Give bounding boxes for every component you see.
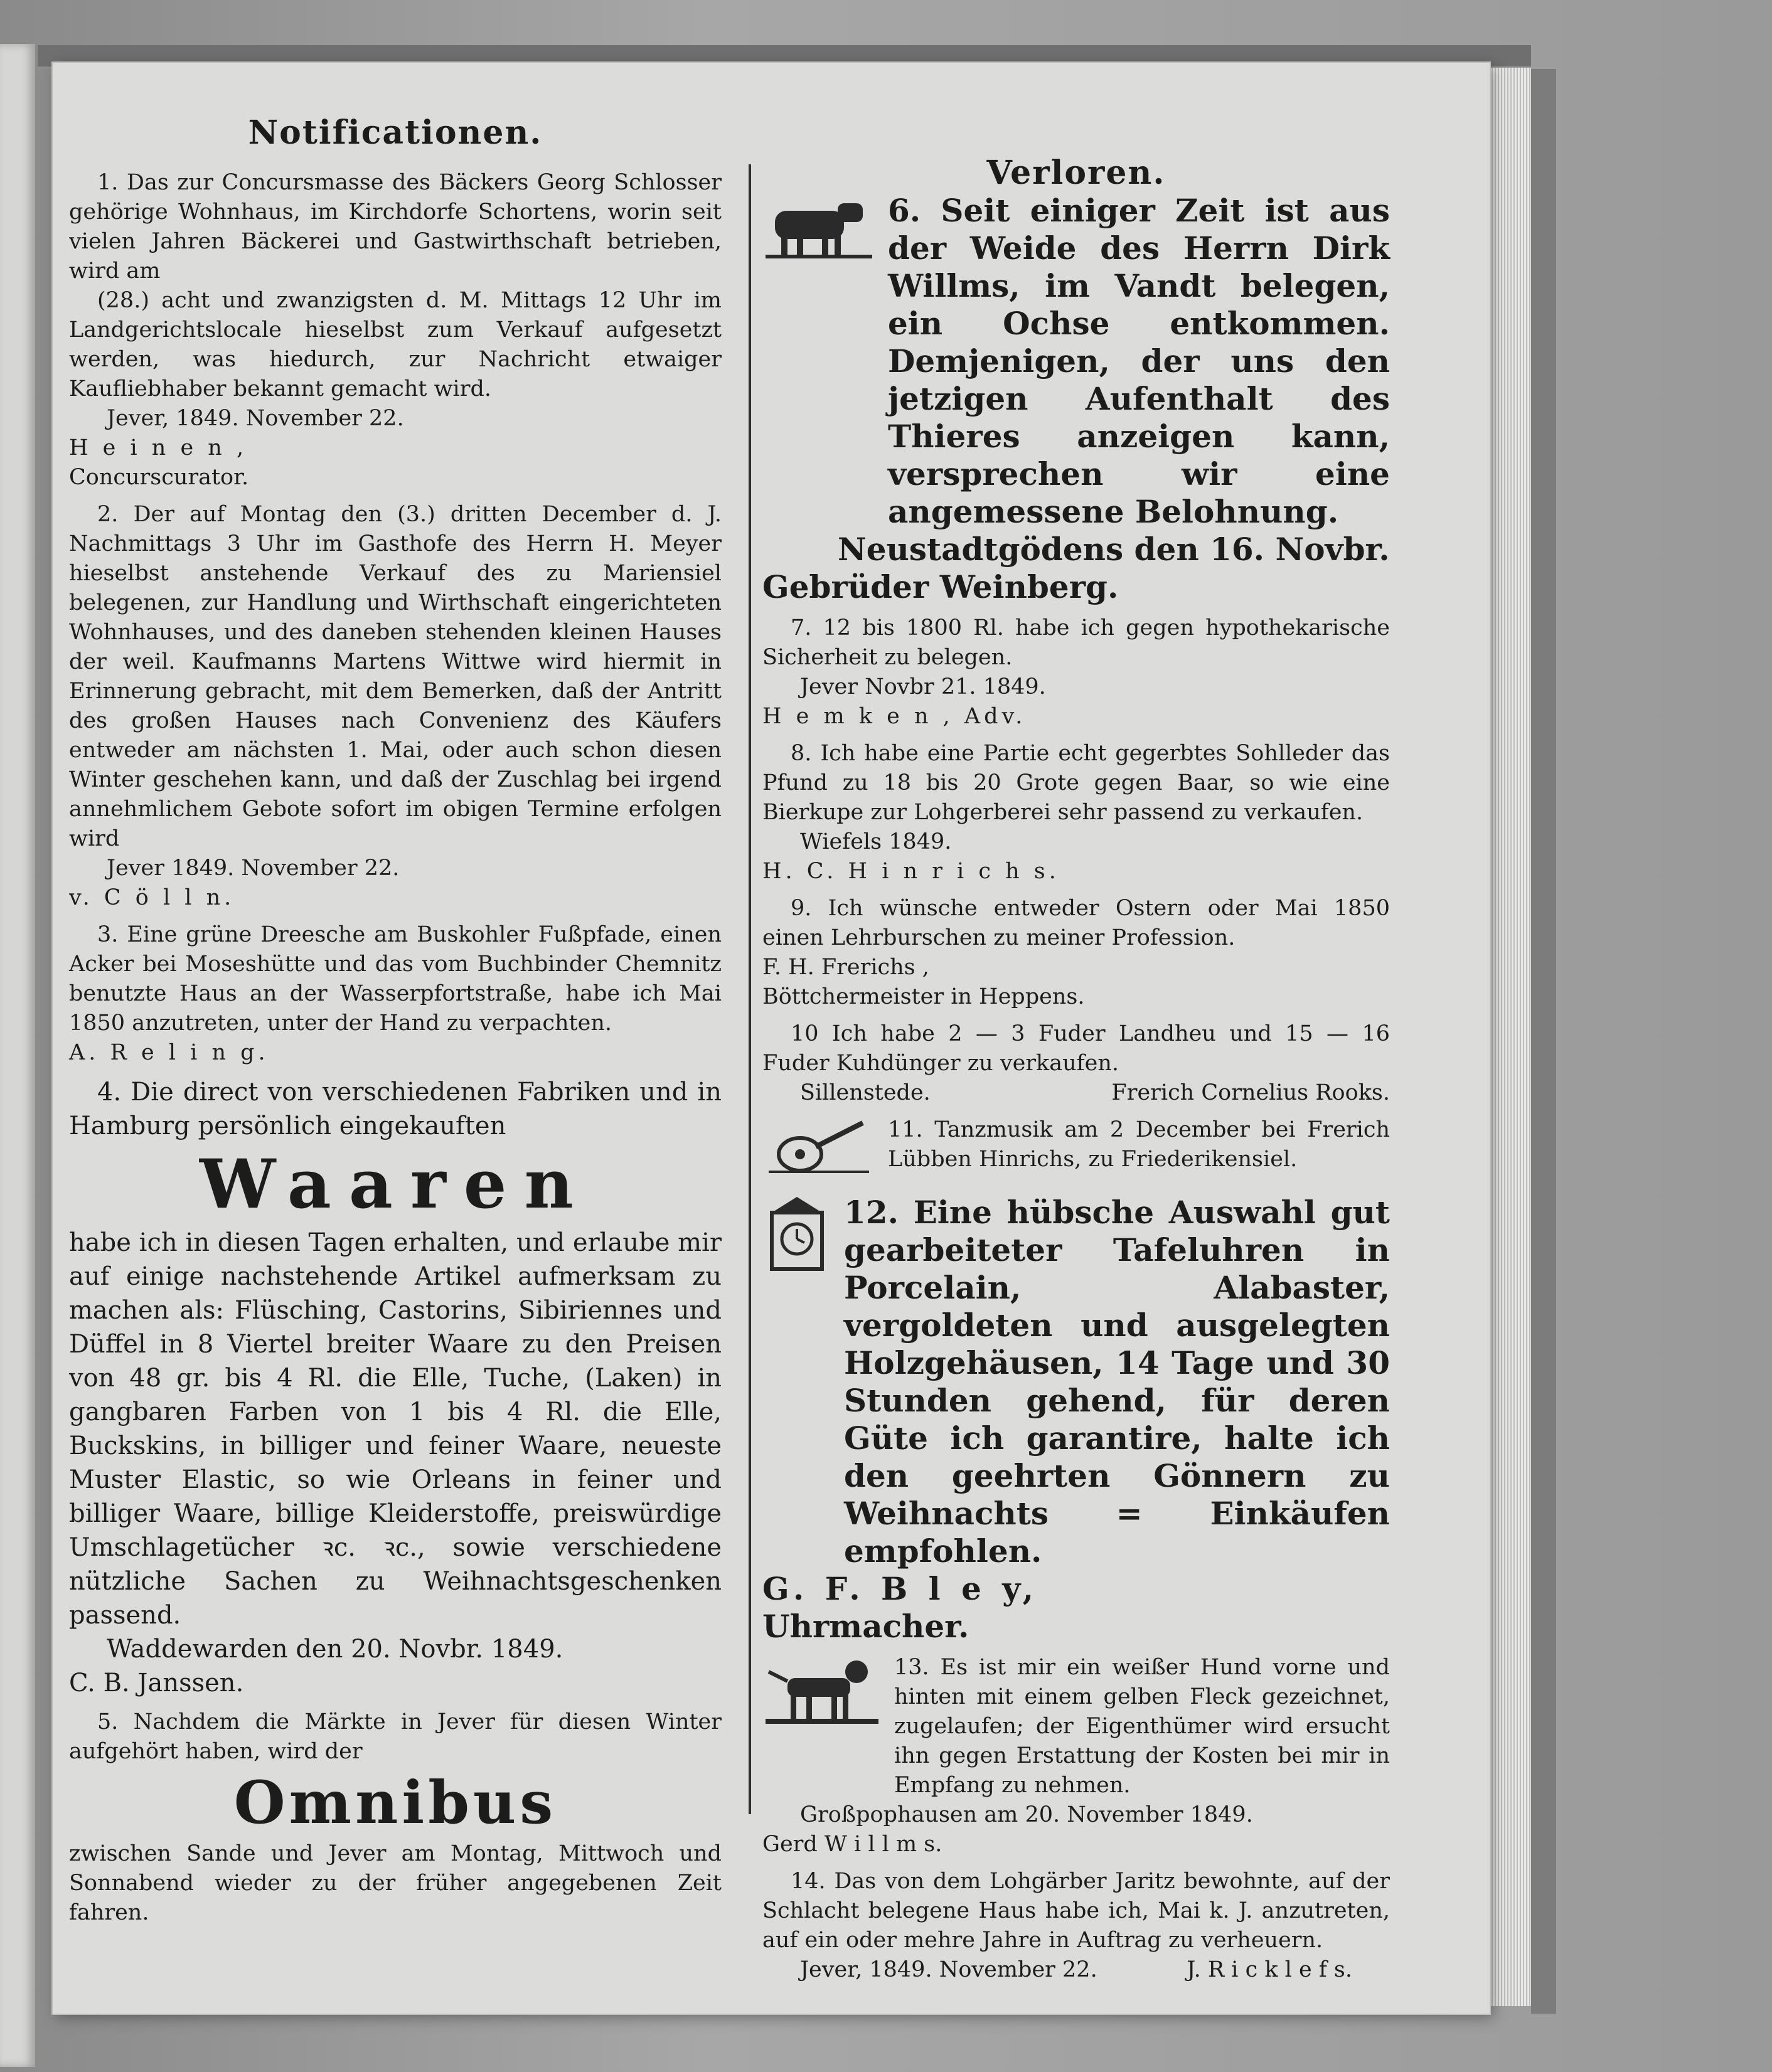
- notice-9: [762, 894, 1390, 1012]
- notice-12-signature: G. F. B l e y,: [762, 1570, 1038, 1607]
- lost-heading: Verloren.: [986, 154, 1166, 192]
- notice-7-date: Jever Novbr 21. 1849.: [800, 674, 1046, 699]
- notice-3-signature: A. R e l i n g.: [69, 1040, 269, 1065]
- notice-14-signature: J. R i c k l e f s.: [1187, 1957, 1352, 1982]
- notice-1-date: Jever, 1849. November 22.: [107, 406, 404, 431]
- notice-14: [762, 1867, 1390, 1985]
- notice-13-signature: Gerd W i l l m s.: [762, 1832, 942, 1857]
- notice-7: [762, 614, 1390, 731]
- notice-1-body-2: (28.) acht und zwanzigsten d. M. Mittags 12 Uhr im Landgerichtslocale hieselbst zum Verkauf aufgesetzt werden, was hiedurch, zur Nachricht etwaiger Kaufliebhaber bekannt gemacht wird.: [69, 288, 722, 401]
- notice-4-intro: 4. Die direct von verschiedenen Fabriken und in Hamburg persönlich eingekauften: [69, 1078, 722, 1140]
- notice-9-signature-title: Böttchermeister in Heppens.: [762, 984, 1085, 1009]
- notice-13-date: Großpophausen am 20. November 1849.: [800, 1802, 1253, 1827]
- clock-icon: [762, 1194, 831, 1283]
- notice-5: [69, 1708, 722, 1928]
- notice-4-body: habe ich in diesen Tagen erhalten, und erlaube mir auf einige nachstehende Artikel aufmerksam zu machen als: Flüsching, Castorins, Sibiriennes und Düffel in 8 Viertel breiter Waare zu den Preisen von 48 gr. bis 4 Rl. die Elle, Tuche, (Laken) in gangbaren Farben von 1 bis 4 Rl. die Elle, Buckskins, in billiger und feiner Waare, neueste Muster Elastic, so wie Orleans in feiner und billiger Waare, billige Kleiderstoffe, preiswürdige Umschlagetücher ꝛc. ꝛc., sowie verschiedene nützliche Sachen zu Weihnachtsgeschenken passend.: [69, 1228, 722, 1630]
- notice-3: [69, 920, 722, 1068]
- notice-1-signature: H e i n e n ,: [69, 435, 248, 460]
- notice-4-display-word: Waaren: [200, 1145, 591, 1224]
- notice-2: [69, 500, 722, 913]
- notice-3-body: 3. Eine grüne Dreesche am Buskohler Fußpfade, einen Acker bei Moseshütte und das vom Buchbinder Chemnitz benutzte Haus an der Wasserpfortstraße, habe ich Mai 1850 anzutreten, unter der Hand zu verpachten.: [69, 922, 722, 1036]
- notice-12: [762, 1194, 1390, 1645]
- notice-4: [69, 1075, 722, 1700]
- book-board-edge: [1531, 69, 1556, 2014]
- notice-11: [762, 1115, 1390, 1186]
- notice-12-signature-title: Uhrmacher.: [762, 1608, 969, 1645]
- notice-4-signature: C. B. Janssen.: [69, 1669, 244, 1697]
- notice-6: [762, 192, 1390, 606]
- notice-10: [762, 1019, 1390, 1108]
- notice-7-signature: H e m k e n , Adv.: [762, 704, 1027, 729]
- notice-5-display-word: Omnibus: [233, 1768, 557, 1837]
- notice-6-signature: Gebrüder Weinberg.: [762, 568, 1119, 605]
- notice-1-body: 1. Das zur Concursmasse des Bäckers Georg Schlosser gehörige Wohnhaus, im Kirchdorfe Schortens, worin seit vielen Jahren Bäckerei und Gastwirthschaft betrieben, wird am: [69, 170, 722, 284]
- notice-10-date: Sillenstede.: [800, 1080, 931, 1105]
- notice-2-date: Jever 1849. November 22.: [107, 856, 400, 881]
- notice-11-body: 11. Tanzmusik am 2 December bei Frerich Lübben Hinrichs, zu Friederikensiel.: [888, 1117, 1390, 1172]
- notice-13-body: 13. Es ist mir ein weißer Hund vorne und hinten mit einem gelben Fleck gezeichnet, zugelaufen; der Eigenthümer wird ersucht ihn gegen Erstattung der Kosten bei mir in Empfang zu nehmen.: [894, 1655, 1390, 1798]
- column-rule: [749, 164, 751, 1814]
- notice-1: [69, 168, 722, 492]
- guitar-icon: [762, 1115, 875, 1186]
- previous-page-edge: [0, 44, 35, 2067]
- notice-8-date: Wiefels 1849.: [800, 829, 952, 854]
- notice-7-body: 7. 12 bis 1800 Rl. habe ich gegen hypothekarische Sicherheit zu belegen.: [762, 615, 1390, 670]
- notifications-heading: Notificationen.: [248, 114, 543, 152]
- right-column: [762, 94, 1390, 1992]
- notice-2-body: 2. Der auf Montag den (3.) dritten December d. J. Nachmittags 3 Uhr im Gasthofe des Herrn H. Meyer hieselbst anstehende Verkauf des zu Mariensiel belegenen, zur Handlung und Wirthschaft eingerichteten Wohnhauses, und des daneben stehenden kleinen Hauses der weil. Kaufmanns Martens Wittwe wird hiermit in Erinnerung gebracht, mit dem Bemerken, daß der Antritt des großen Hauses nach Convenienz des Käufers entweder am nächsten 1. Mai, oder auch schon diesen Winter geschehen kann, und daß der Zuschlag bei irgend annehmlichem Gebote sofort im obigen Termine erfolgen wird: [69, 502, 722, 851]
- notice-6-body: 6. Seit einiger Zeit ist aus der Weide des Herrn Dirk Willms, im Vandt belegen, ein Ochse entkommen. Demjenigen, der uns den jetzigen Aufenthalt des Thieres anzeigen kann, versprechen wir eine angemessene Belohnung.: [888, 192, 1390, 530]
- notice-10-signature: Frerich Cornelius Rooks.: [1111, 1080, 1390, 1105]
- notice-14-date: Jever, 1849. November 22.: [800, 1957, 1097, 1982]
- notice-1-signature-title: Concurscurator.: [69, 465, 249, 490]
- dog-icon: [762, 1653, 882, 1736]
- notice-8-body: 8. Ich habe eine Partie echt gegerbtes Sohlleder das Pfund zu 18 bis 20 Grote gegen Baar, so wie eine Bierkupe zur Lohgerberei sehr passend zu verkaufen.: [762, 741, 1390, 825]
- notice-5-intro: 5. Nachdem die Märkte in Jever für diesen Winter aufgehört haben, wird der: [69, 1709, 722, 1764]
- left-column: [69, 94, 722, 1935]
- notice-5-body: zwischen Sande und Jever am Montag, Mittwoch und Sonnabend wieder zu der früher angegebenen Zeit fahren.: [69, 1841, 722, 1925]
- notice-12-body: 12. Eine hübsche Auswahl gut gearbeiteter Tafeluhren in Porcelain, Alabaster, vergoldeten und ausgelegten Holzgehäusen, 14 Tage und 30 Stunden gehend, für deren Güte ich garantire, halte ich den geehrten Gönnern zu Weihnachts = Einkäufen empfohlen.: [844, 1194, 1390, 1570]
- notice-9-signature: F. H. Frerichs ,: [762, 955, 929, 980]
- notice-10-body: 10 Ich habe 2 — 3 Fuder Landheu und 15 — 16 Fuder Kuhdünger zu verkaufen.: [762, 1021, 1390, 1076]
- notice-14-body: 14. Das von dem Lohgärber Jaritz bewohnte, auf der Schlacht belegene Haus habe ich, Mai k. J. anzutreten, auf ein oder mehre Jahre in Auftrag zu verheuern.: [762, 1869, 1390, 1953]
- ox-icon: [762, 192, 875, 269]
- notice-9-body: 9. Ich wünsche entweder Ostern oder Mai 1850 einen Lehrburschen zu meiner Profession.: [762, 896, 1390, 950]
- page-stack-edge: [1490, 68, 1531, 2006]
- notice-13: [762, 1653, 1390, 1859]
- notice-4-date: Waddewarden den 20. Novbr. 1849.: [107, 1635, 563, 1664]
- notice-8-signature: H. C. H i n r i c h s.: [762, 859, 1060, 884]
- notice-2-signature: v. C ö l l n.: [69, 885, 235, 910]
- notice-6-date: Neustadtgödens den 16. Novbr.: [838, 531, 1390, 568]
- notice-8: [762, 739, 1390, 886]
